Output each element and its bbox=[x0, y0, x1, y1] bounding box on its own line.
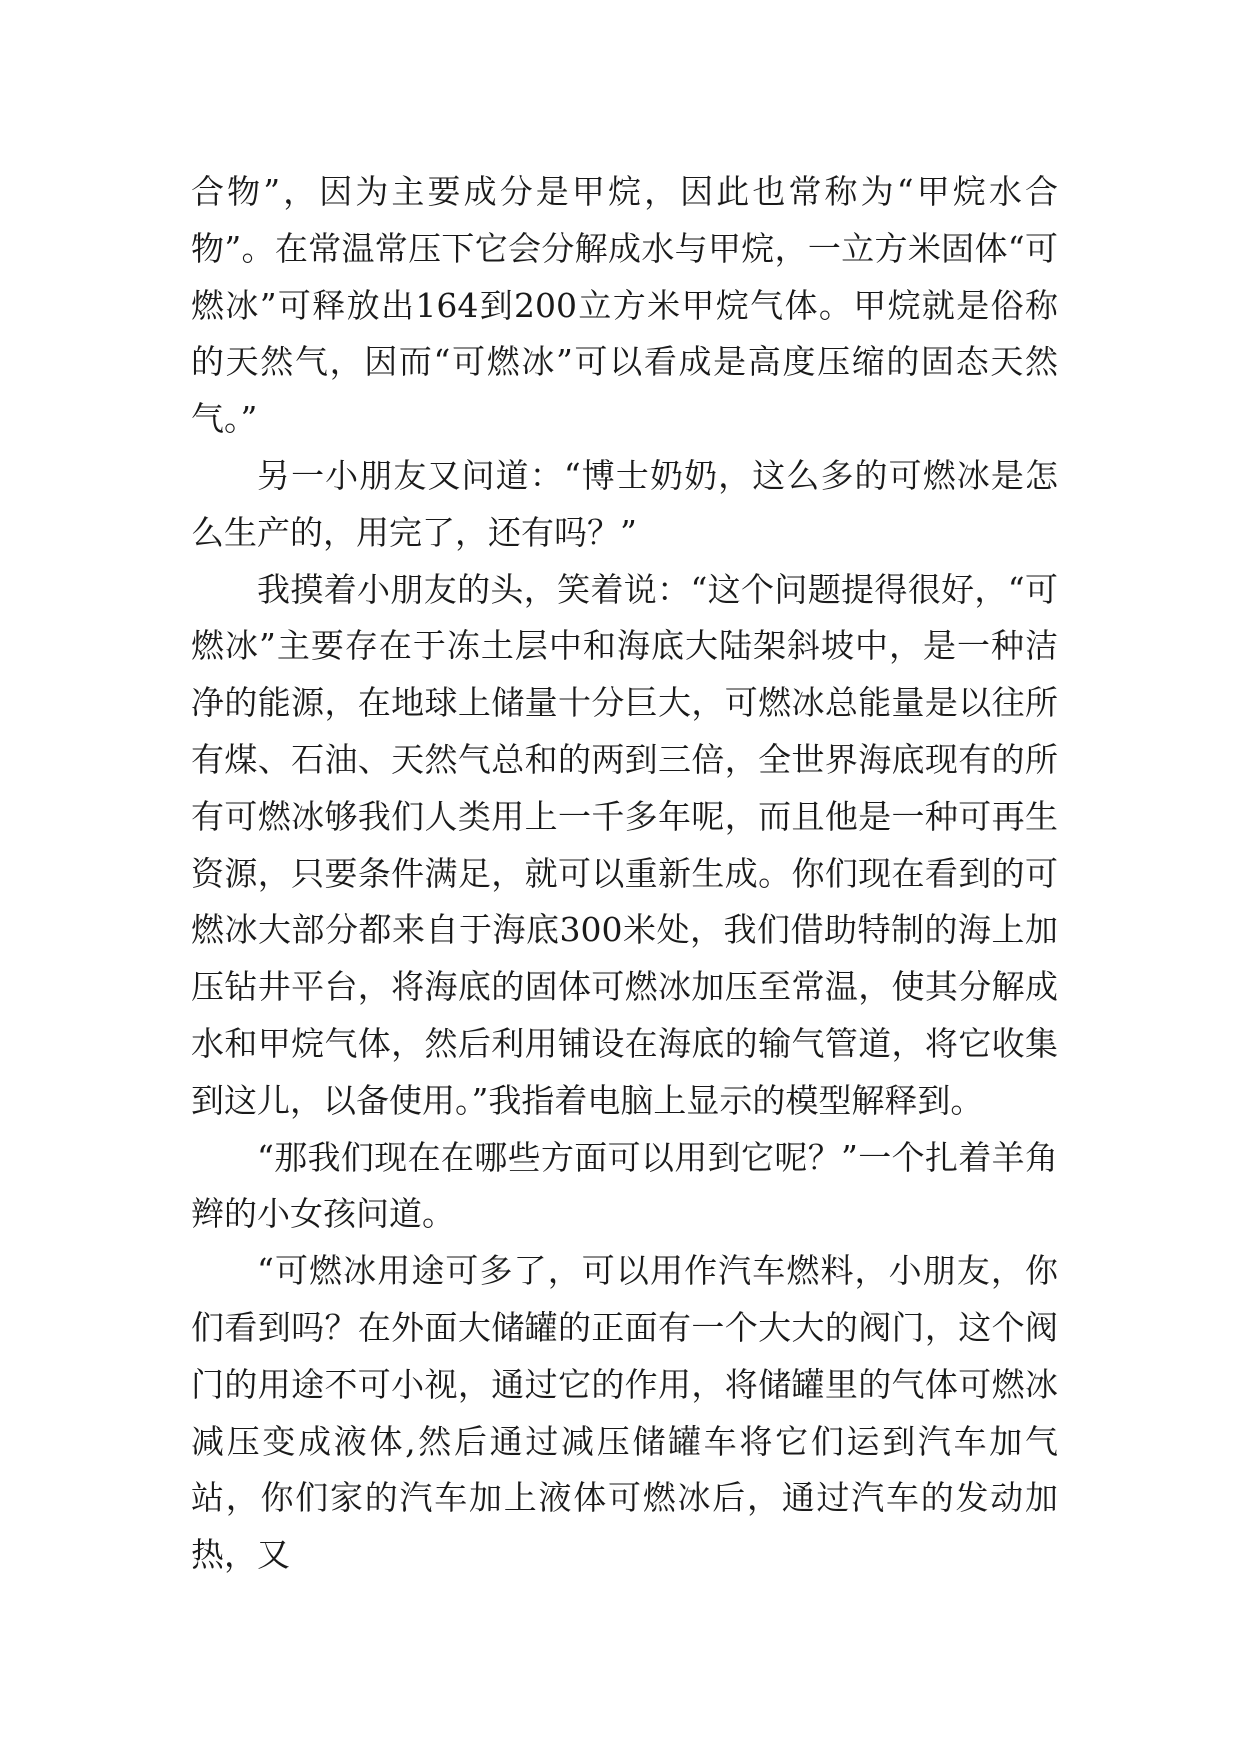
body-text bbox=[191, 164, 1058, 1584]
paragraph-2: 另一小朋友又问道：“博士奶奶，这么多的可燃冰是怎么生产的，用完了，还有吗？” bbox=[191, 455, 1058, 552]
paragraph-3: 我摸着小朋友的头，笑着说：“这个问题提得很好，“可燃冰”主要存在于冻土层中和海底大陆架斜坡中，是一种洁净的能源，在地球上储量十分巨大，可燃冰总能量是以往所有煤、石油、天然气总和的两到三倍，全世界海底现有的所有可燃冰够我们人类用上一千多年呢，而且他是一种可再生资源，只要条件满足，就可以重新生成。你们现在看到的可燃冰大部分都来自于海底300米处，我们借助特制的海上加压钻井平台，将海底的固体可燃冰加压至常温，使其分解成水和甲烷气体，然后利用铺设在海底的输气管道，将它收集到这儿，以备使用。”我指着电脑上显示的模型解释到。 bbox=[191, 569, 1058, 1120]
paragraph-5: “可燃冰用途可多了，可以用作汽车燃料，小朋友，你们看到吗？在外面大储罐的正面有一个大大的阀门，这个阀门的用途不可小视，通过它的作用，将储罐里的气体可燃冰减压变成液体,然后通过减压储罐车将它们运到汽车加气站，你们家的汽车加上液体可燃冰后，通过汽车的发动加热，又 bbox=[191, 1251, 1058, 1575]
paragraph-1: 合物”，因为主要成分是甲烷，因此也常称为“甲烷水合物”。在常温常压下它会分解成水与甲烷，一立方米固体“可燃冰”可释放出164到200立方米甲烷气体。甲烷就是俗称的天然气，因而“可燃冰”可以看成是高度压缩的固态天然气。” bbox=[191, 172, 1058, 439]
paragraph-4: “那我们现在在哪些方面可以用到它呢？”一个扎着羊角辫的小女孩问道。 bbox=[191, 1137, 1058, 1234]
